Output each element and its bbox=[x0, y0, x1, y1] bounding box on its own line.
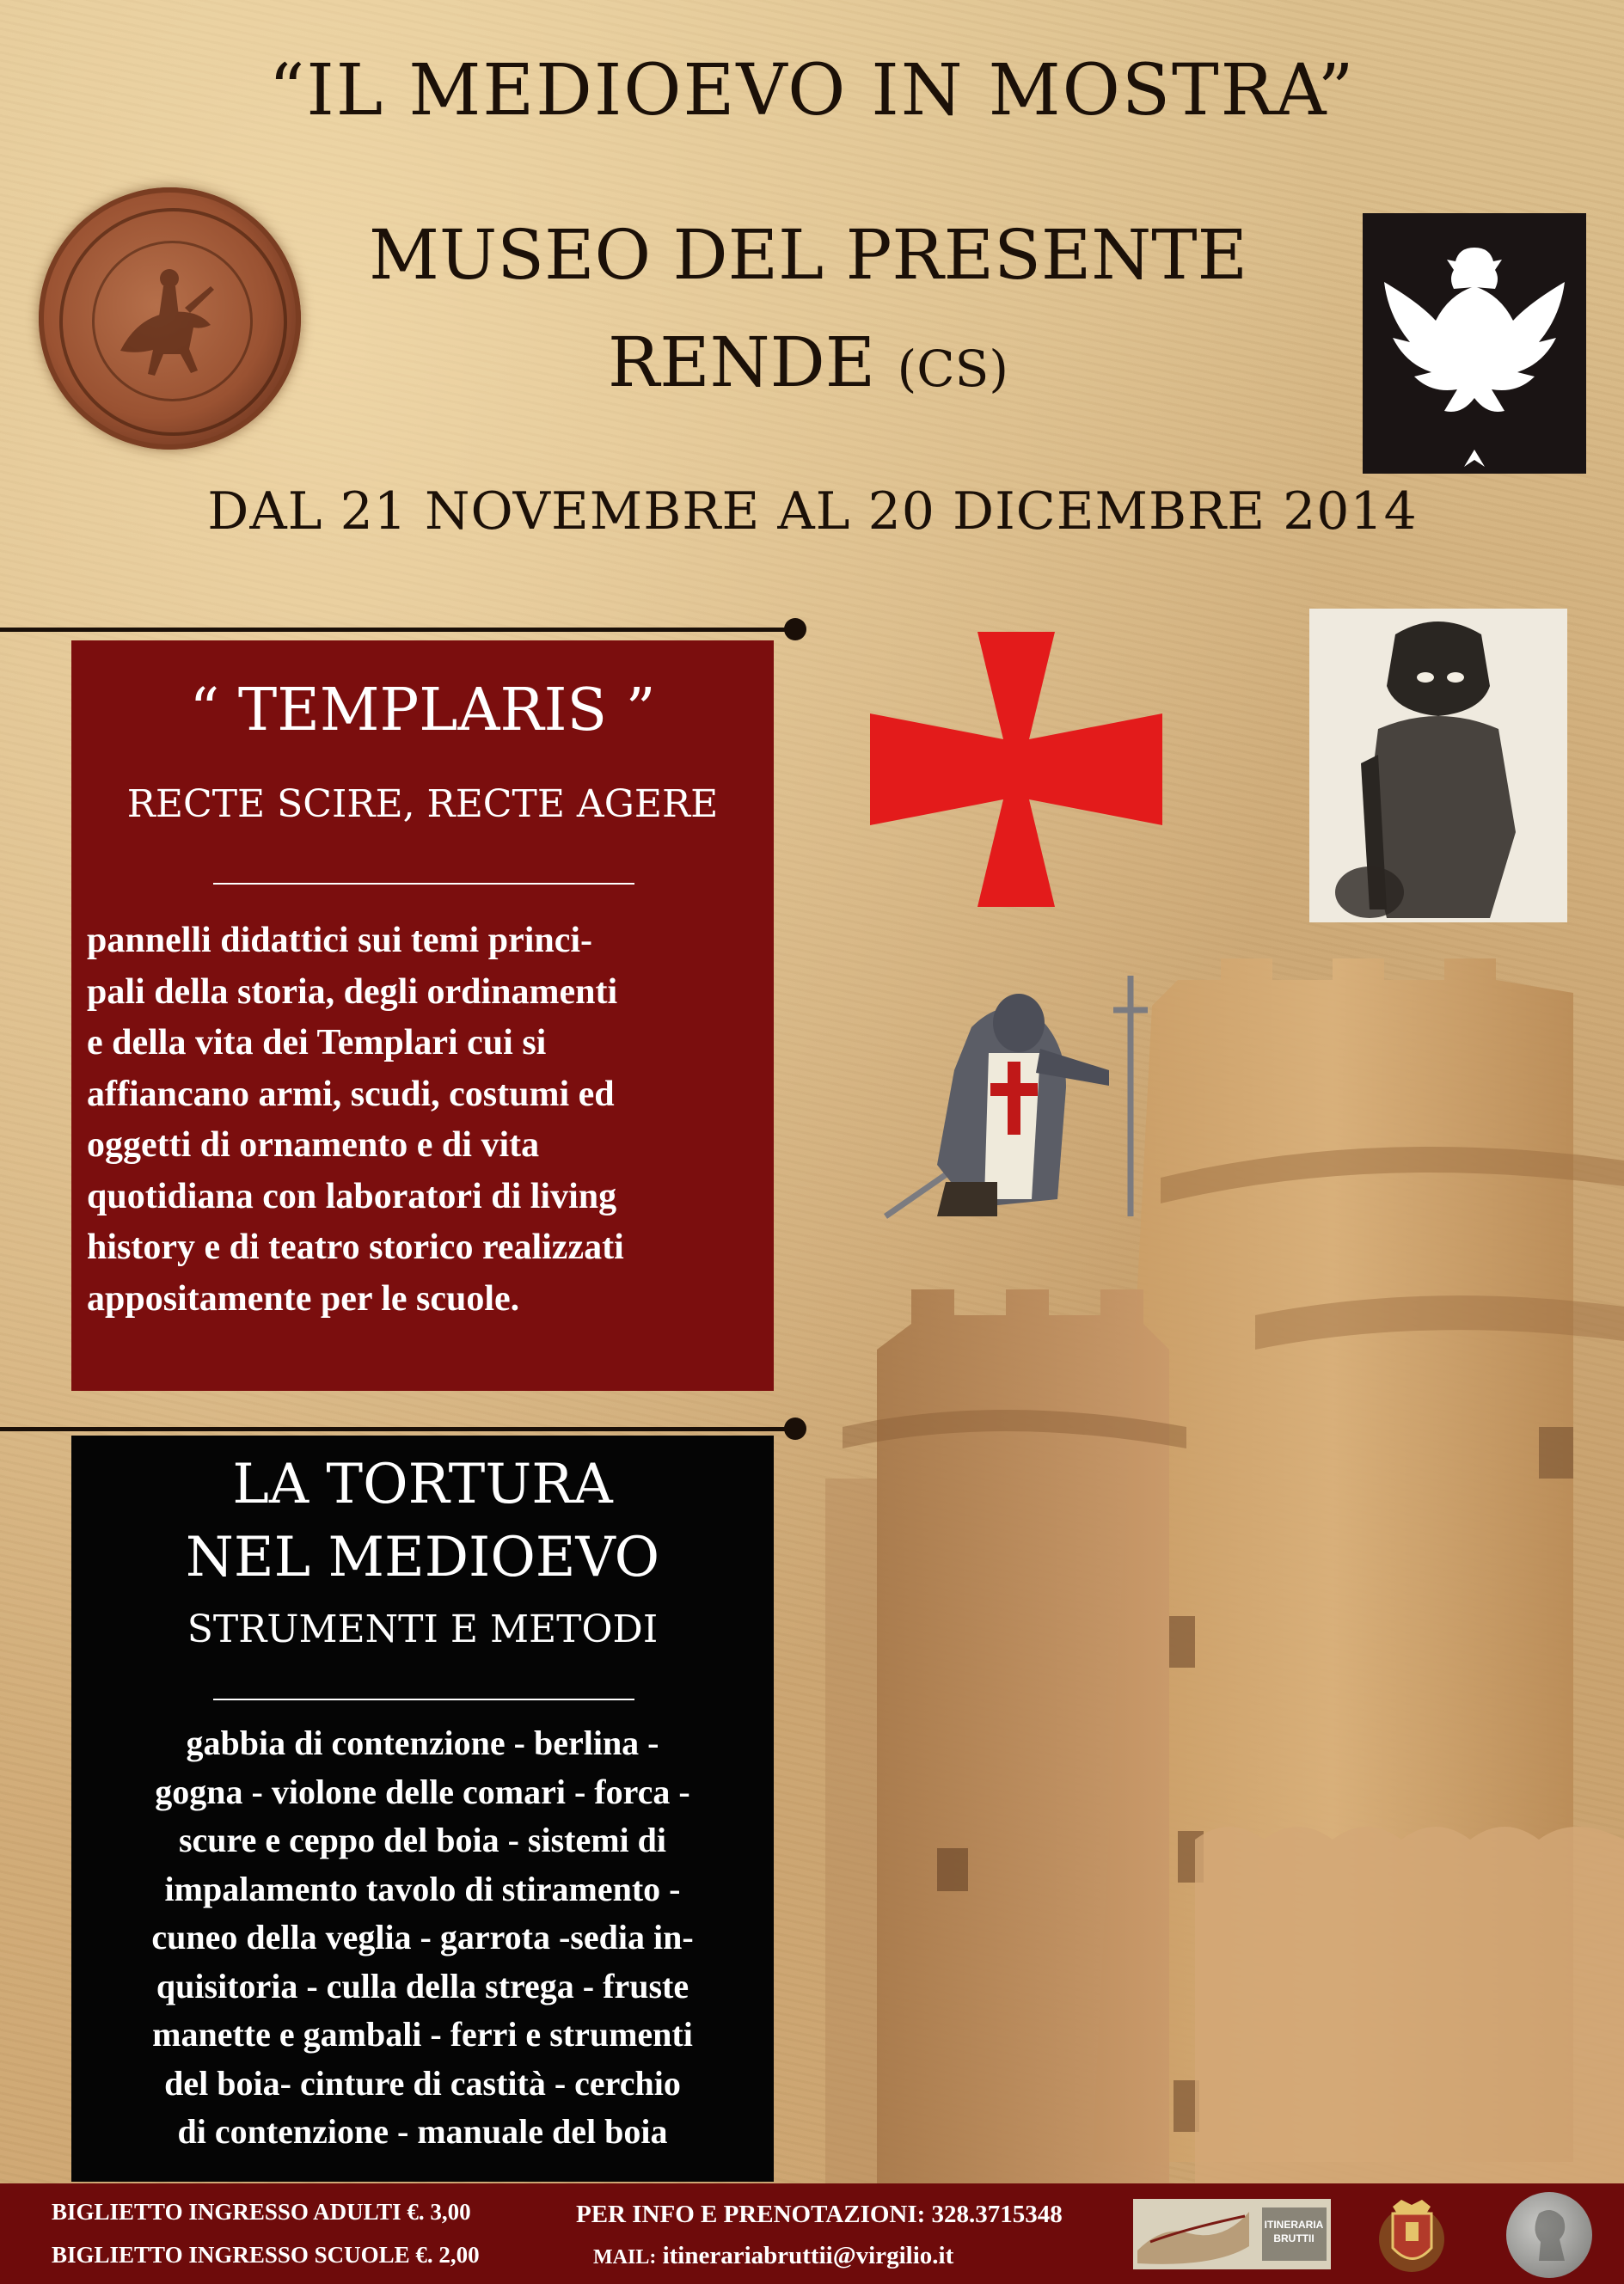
poster-title: “IL MEDIOEVO IN MOSTRA” bbox=[268, 50, 1356, 132]
mail-address[interactable]: itinerariabruttii@virgilio.it bbox=[662, 2242, 954, 2269]
templaris-description bbox=[87, 915, 759, 1325]
info-phone: PER INFO E PRENOTAZIONI: 328.3715348 bbox=[576, 2201, 1063, 2228]
itineraria-logo-text: ITINERARIA BRUTTII bbox=[1264, 2219, 1324, 2244]
tortura-line: gabbia di contenzione - berlina - bbox=[186, 1724, 659, 1762]
tortura-divider bbox=[213, 1699, 634, 1700]
templaris-panel bbox=[71, 640, 774, 1391]
venue-name: MUSEO DEL PRESENTE bbox=[368, 215, 1248, 295]
tortura-line: cuneo della veglia - garrota -sedia in- bbox=[151, 1918, 694, 1956]
templaris-heading: “ TEMPLARIS ” bbox=[189, 677, 656, 744]
itineraria-bruttii-logo bbox=[1133, 2199, 1331, 2269]
kneeling-knight-icon bbox=[868, 958, 1161, 1229]
templaris-divider bbox=[213, 883, 634, 885]
city-crest-icon bbox=[1376, 2196, 1449, 2274]
city-name: RENDE bbox=[608, 322, 876, 402]
province-code: (CS) bbox=[897, 340, 1008, 398]
tortura-instruments bbox=[80, 1719, 765, 2157]
tortura-line: impalamento tavolo di stiramento - bbox=[164, 1869, 681, 1908]
mail-line bbox=[593, 2242, 953, 2270]
tortura-line: del boia- cinture di castità - cerchio bbox=[164, 2063, 681, 2103]
tortura-line: di contenzione - manuale del boia bbox=[177, 2112, 668, 2151]
templaris-motto: RECTE SCIRE, RECTE AGERE bbox=[126, 782, 719, 826]
hanging-rod-bottom bbox=[0, 1427, 791, 1431]
executioner-icon bbox=[1309, 609, 1567, 922]
templaris-line: appositamente per le scuole. bbox=[87, 1278, 520, 1319]
footer-bar bbox=[0, 2183, 1624, 2284]
templaris-line: quotidiana con laboratori di living bbox=[87, 1176, 617, 1216]
hanging-rod-top bbox=[0, 628, 791, 632]
templaris-line: e della vita dei Templari cui si bbox=[87, 1023, 547, 1062]
rod-knob-bottom bbox=[784, 1418, 806, 1440]
tortura-title-line2: NEL MEDIOEVO bbox=[185, 1526, 660, 1589]
tortura-line: quisitoria - culla della strega - fruste bbox=[156, 1966, 689, 2005]
tortura-panel bbox=[71, 1436, 774, 2182]
templaris-line: pali della storia, degli ordinamenti bbox=[87, 971, 618, 1012]
exhibition-dates: DAL 21 NOVEMBRE AL 20 DICEMBRE 2014 bbox=[207, 481, 1418, 542]
tortura-line: scure e ceppo del boia - sistemi di bbox=[178, 1821, 666, 1859]
tortura-title-line1: LA TORTURA bbox=[232, 1453, 613, 1516]
templaris-line: history e di teatro storico realizzati bbox=[87, 1228, 624, 1267]
coin-icon bbox=[1506, 2192, 1592, 2278]
templaris-line: pannelli didattici sui temi princi- bbox=[87, 921, 593, 960]
templaris-line: oggetti di ornamento e di vita bbox=[87, 1125, 540, 1165]
tortura-subtitle: STRUMENTI E METODI bbox=[187, 1607, 659, 1651]
tortura-line: manette e gambali - ferri e strumenti bbox=[152, 2015, 693, 2054]
black-eagle-icon bbox=[1363, 213, 1586, 474]
ticket-adults: BIGLIETTO INGRESSO ADULTI €. 3,00 bbox=[52, 2199, 471, 2225]
ticket-schools: BIGLIETTO INGRESSO SCUOLE €. 2,00 bbox=[52, 2242, 480, 2268]
mail-label: MAIL: bbox=[593, 2246, 657, 2269]
tortura-line: gogna - violone delle comari - forca - bbox=[155, 1772, 690, 1811]
templar-cross-icon bbox=[870, 632, 1162, 907]
rod-knob-top bbox=[784, 618, 806, 640]
venue-city bbox=[258, 322, 1358, 402]
templaris-line: affiancano armi, scudi, costumi ed bbox=[87, 1074, 615, 1114]
